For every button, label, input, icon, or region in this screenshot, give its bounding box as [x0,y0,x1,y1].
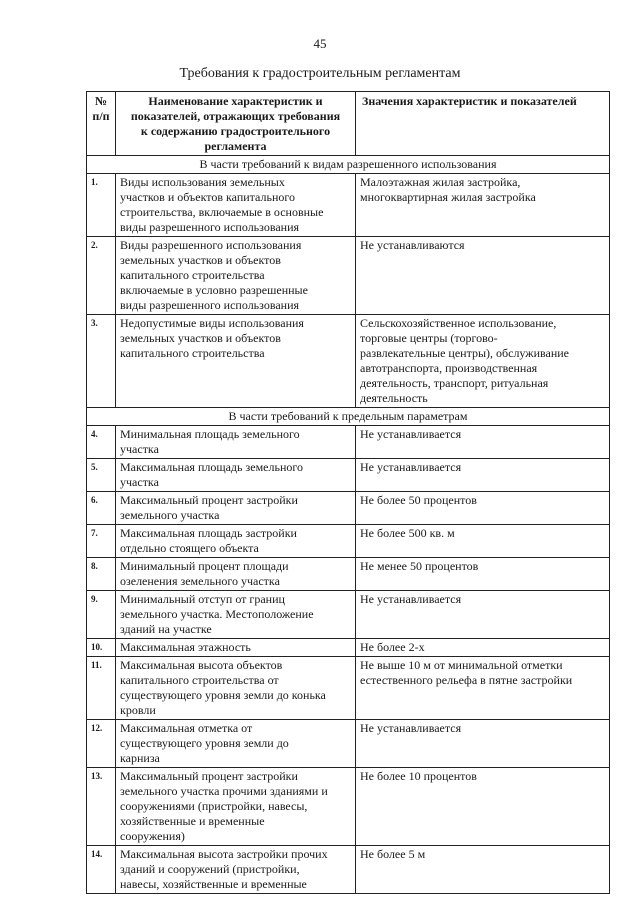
header-value [356,92,610,156]
text-line: автотранспорта, производственная [360,361,538,375]
characteristic-value [356,237,610,315]
text-line: виды разрешенного использования [120,220,300,234]
text-line: участка [120,442,159,456]
characteristic-value [356,657,610,720]
table-row [87,558,610,591]
text-line: Не устанавливается [360,427,462,441]
characteristic-name [116,459,356,492]
characteristic-value [356,174,610,237]
text-line: земельного участка прочими зданиями и [120,784,328,798]
text-line: Не устанавливается [360,592,462,606]
text-line: Виды использования земельных [120,175,285,189]
characteristic-name [116,639,356,657]
characteristic-value [356,639,610,657]
text-line: регламента [204,139,267,153]
text-line: сооружениями (пристройки, навесы, [120,799,308,813]
text-line: Наименование характеристик и [148,94,323,108]
section-row [87,156,610,174]
text-line: Не более 500 кв. м [360,526,455,540]
row-number: 14. [87,846,116,894]
characteristic-name [116,591,356,639]
text-line: естественного рельефа в пятне застройки [360,673,573,687]
header-name [116,92,356,156]
text-line: карниза [120,751,160,765]
text-line: Не устанавливается [360,460,462,474]
text-line: Не выше 10 м от минимальной отметки [360,658,563,672]
table-row [87,174,610,237]
characteristic-name [116,720,356,768]
section-row [87,408,610,426]
text-line: зданий на участке [120,622,212,636]
characteristic-value [356,558,610,591]
text-line: озеленения земельного участка [120,574,280,588]
characteristic-value [356,426,610,459]
text-line: Минимальный отступ от границ [120,592,285,606]
text-line: п/п [92,109,110,123]
text-line: многоквартирная жилая застройка [360,190,536,204]
text-line: строительства, включаемые в основные [120,205,324,219]
row-number: 13. [87,768,116,846]
text-line: капитального строительства [120,268,265,282]
table-row [87,591,610,639]
text-line: Не устанавливаются [360,238,465,252]
table-row [87,426,610,459]
row-number: 8. [87,558,116,591]
requirements-table [86,91,610,894]
text-line: Значения характеристик и показателей [362,94,577,108]
row-number: 5. [87,459,116,492]
text-line: виды разрешенного использования [120,298,300,312]
text-line: Минимальная площадь земельного [120,427,300,441]
text-line: земельных участков и объектов [120,331,281,345]
section-title: В части требований к видам разрешенного использования [87,156,610,174]
text-line: зданий и сооружений (пристройки, [120,862,300,876]
characteristic-value [356,492,610,525]
page-number: 45 [313,36,327,51]
characteristic-name [116,315,356,408]
characteristic-value [356,768,610,846]
text-line: Не более 10 процентов [360,769,477,783]
table-body [87,156,610,894]
text-line: Не устанавливается [360,721,462,735]
text-line: развлекательные центры), обслуживание [360,346,569,360]
text-line: участка [120,475,159,489]
characteristic-name [116,492,356,525]
characteristic-name [116,657,356,720]
text-line: Максимальная площадь земельного [120,460,303,474]
text-line: отдельно стоящего объекта [120,541,259,555]
row-number: 10. [87,639,116,657]
row-number: 7. [87,525,116,558]
text-line: деятельность [360,391,428,405]
characteristic-value [356,525,610,558]
row-number: 2. [87,237,116,315]
text-line: Виды разрешенного использования [120,238,302,252]
text-line: капитального строительства [120,346,265,360]
characteristic-value [356,315,610,408]
table-row [87,846,610,894]
row-number: 6. [87,492,116,525]
row-number: 3. [87,315,116,408]
characteristic-name [116,525,356,558]
text-line: Максимальная высота объектов [120,658,283,672]
table-row [87,768,610,846]
text-line: к содержанию градостроительного [140,124,331,138]
table-row [87,315,610,408]
text-line: Максимальная этажность [120,640,251,654]
text-line: Не более 2-х [360,640,425,654]
text-line: капитального строительства от [120,673,279,687]
text-line: Максимальная высота застройки прочих [120,847,328,861]
characteristic-value [356,591,610,639]
text-line: деятельность, транспорт, ритуальная [360,376,549,390]
row-number: 9. [87,591,116,639]
characteristic-value [356,459,610,492]
characteristic-value [356,846,610,894]
text-line: существующего уровня земли до конька [120,688,326,702]
text-line: Максимальный процент застройки [120,493,298,507]
text-line: Максимальная отметка от [120,721,253,735]
text-line: земельного участка. Местоположение [120,607,314,621]
text-line: сооружения) [120,829,185,843]
characteristic-name [116,558,356,591]
text-line: Минимальный процент площади [120,559,289,573]
text-line: хозяйственные и временные [120,814,265,828]
table-row [87,639,610,657]
table-row [87,720,610,768]
table-row [87,525,610,558]
row-number: 1. [87,174,116,237]
text-line: Максимальная площадь застройки [120,526,297,540]
header-num [87,92,116,156]
table-row [87,492,610,525]
section-title: В части требований к предельным параметрам [87,408,610,426]
text-line: кровли [120,703,156,717]
characteristic-name [116,768,356,846]
table-row [87,459,610,492]
text-line: торговые центры (торгово- [360,331,498,345]
text-line: Не более 50 процентов [360,493,477,507]
text-line: навесы, хозяйственные и временные [120,877,307,891]
text-line: Недопустимые виды использования [120,316,304,330]
text-line: показателей, отражающих требования [130,109,341,123]
characteristic-name [116,426,356,459]
table-row [87,657,610,720]
text-line: Сельскохозяйственное использование, [360,316,557,330]
document-title: Требования к градостроительным регламентам [179,66,461,81]
text-line: Не более 5 м [360,847,426,861]
text-line: участков и объектов капитального [120,190,295,204]
characteristic-value [356,720,610,768]
row-number: 11. [87,657,116,720]
text-line: существующего уровня земли до [120,736,289,750]
characteristic-name [116,237,356,315]
text-line: Не менее 50 процентов [360,559,479,573]
row-number: 12. [87,720,116,768]
text-line: Малоэтажная жилая застройка, [360,175,521,189]
text-line: земельных участков и объектов [120,253,281,267]
characteristic-name [116,174,356,237]
text-line: № [94,94,108,108]
table-header-row [87,92,610,156]
text-line: Максимальный процент застройки [120,769,298,783]
characteristic-name [116,846,356,894]
text-line: включаемые в условно разрешенные [120,283,308,297]
table-row [87,237,610,315]
row-number: 4. [87,426,116,459]
text-line: земельного участка [120,508,220,522]
